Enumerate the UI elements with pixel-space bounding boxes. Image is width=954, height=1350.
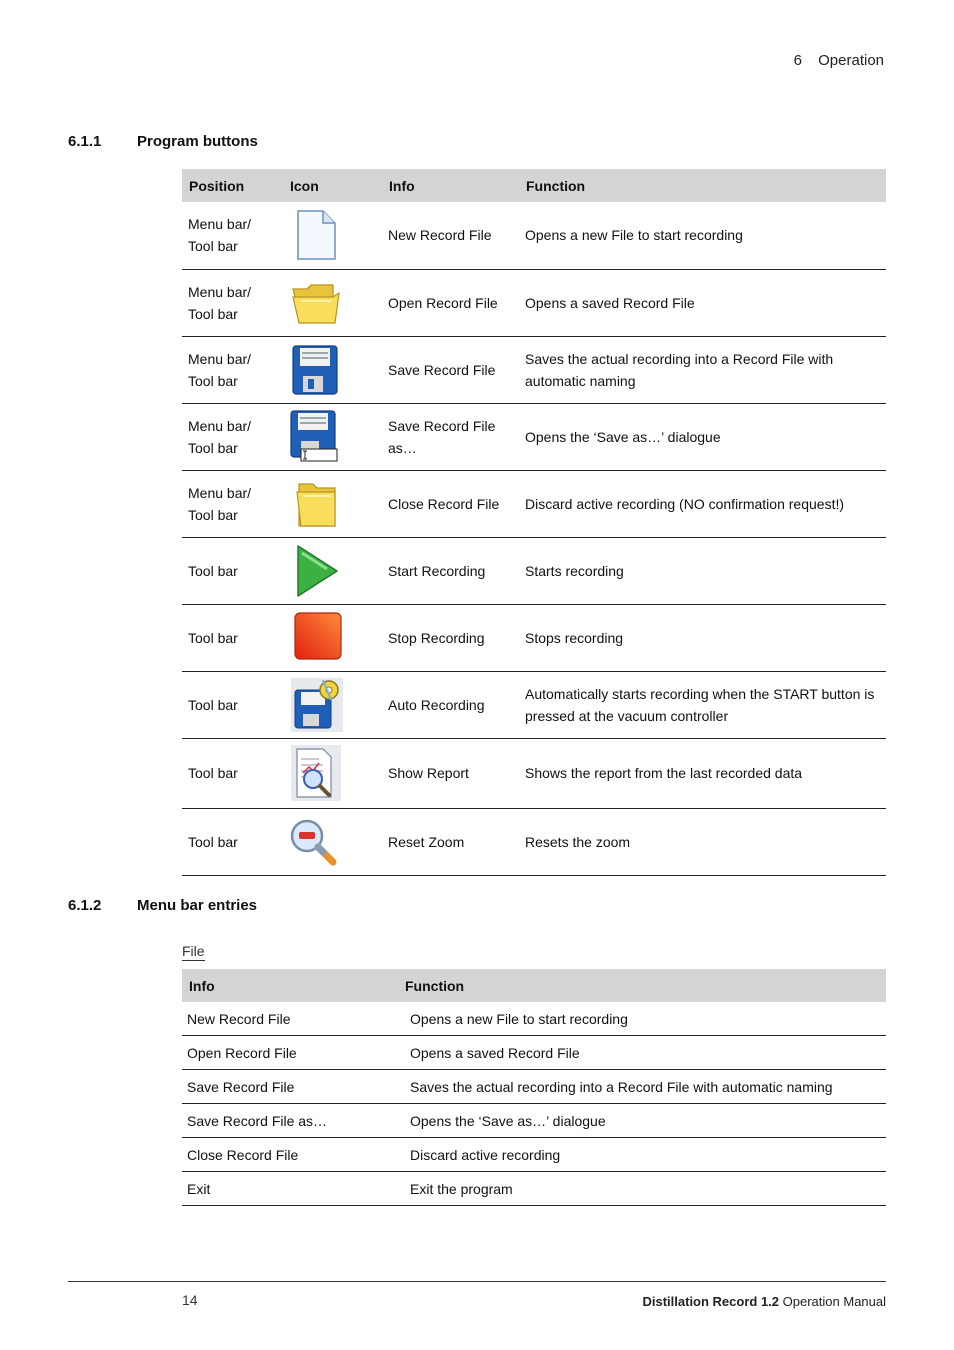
section-number: 6.1.2	[68, 897, 102, 914]
position-cell: Tool bar	[182, 671, 283, 738]
function-cell: Discard active recording (NO confirmation request!)	[519, 470, 886, 537]
function-cell: Stops recording	[519, 604, 886, 671]
info-cell: Open Record File	[382, 269, 519, 336]
icon-cell	[283, 336, 382, 403]
function-cell: Opens the ‘Save as…’ dialogue	[519, 403, 886, 470]
closed-folder-icon	[283, 476, 343, 532]
new-file-icon	[283, 207, 343, 263]
table-row	[182, 808, 886, 875]
section-heading-program-buttons	[68, 133, 468, 153]
zoom-out-icon	[283, 814, 343, 870]
icon-cell	[283, 537, 382, 604]
info-cell: Save Record File as…	[382, 403, 519, 470]
play-triangle-icon	[283, 543, 343, 599]
table-row	[182, 604, 886, 671]
function-cell: Exit the program	[398, 1172, 886, 1206]
info-cell: Start Recording	[382, 537, 519, 604]
function-cell: Saves the actual recording into a Record File with automatic naming	[398, 1070, 886, 1104]
position-cell: Menu bar/ Tool bar	[182, 336, 283, 403]
info-cell: Show Report	[382, 738, 519, 808]
info-cell: New Record File	[182, 1002, 398, 1036]
section-heading-menu-bar-entries	[68, 897, 468, 917]
icon-cell	[283, 808, 382, 875]
table-row	[182, 1036, 886, 1070]
report-magnifier-icon	[283, 743, 343, 803]
section-number: 6.1.1	[68, 133, 102, 150]
icon-cell	[283, 202, 382, 269]
function-cell: Opens a saved Record File	[519, 269, 886, 336]
function-cell: Saves the actual recording into a Record File with automatic naming	[519, 336, 886, 403]
auto-record-icon	[283, 676, 345, 734]
section-title: Program buttons	[137, 133, 258, 150]
table-row	[182, 1002, 886, 1036]
function-cell: Opens a saved Record File	[398, 1036, 886, 1070]
position-cell: Tool bar	[182, 537, 283, 604]
info-cell: Reset Zoom	[382, 808, 519, 875]
info-cell: Close Record File	[182, 1138, 398, 1172]
icon-cell	[283, 403, 382, 470]
table-row	[182, 1172, 886, 1206]
table-row	[182, 269, 886, 336]
function-cell: Automatically starts recording when the START button is pressed at the vacuum controller	[519, 671, 886, 738]
function-cell: Starts recording	[519, 537, 886, 604]
menu-bar-entries-table	[182, 969, 886, 1206]
info-cell: Exit	[182, 1172, 398, 1206]
chapter-title: Operation	[818, 52, 884, 69]
icon-cell	[283, 671, 382, 738]
info-cell: Save Record File	[382, 336, 519, 403]
position-cell: Menu bar/ Tool bar	[182, 269, 283, 336]
column-header: Position	[182, 169, 283, 202]
program-buttons-table	[182, 169, 886, 876]
info-cell: Save Record File as…	[182, 1104, 398, 1138]
table-header-row	[182, 169, 886, 202]
table-row	[182, 403, 886, 470]
position-cell: Tool bar	[182, 738, 283, 808]
table-row	[182, 336, 886, 403]
info-cell: Open Record File	[182, 1036, 398, 1070]
position-cell: Tool bar	[182, 808, 283, 875]
icon-cell	[283, 470, 382, 537]
table-header-row	[182, 969, 886, 1002]
table-row	[182, 671, 886, 738]
section-title: Menu bar entries	[137, 897, 258, 914]
footer-divider	[68, 1281, 886, 1282]
menu-label-file: File	[182, 943, 205, 959]
chapter-number: 6	[793, 52, 802, 69]
table-row	[182, 1138, 886, 1172]
info-cell: Stop Recording	[382, 604, 519, 671]
table-row	[182, 1104, 886, 1138]
icon-cell	[283, 738, 382, 808]
page-header	[794, 52, 884, 69]
function-cell: Opens a new File to start recording	[519, 202, 886, 269]
function-cell: Opens the ‘Save as…’ dialogue	[398, 1104, 886, 1138]
table-row	[182, 202, 886, 269]
function-cell: Resets the zoom	[519, 808, 886, 875]
info-cell: Save Record File	[182, 1070, 398, 1104]
column-header: Info	[182, 969, 398, 1002]
stop-square-icon	[283, 610, 343, 666]
footer-title	[642, 1294, 886, 1309]
column-header: Info	[382, 169, 519, 202]
icon-cell	[283, 604, 382, 671]
icon-cell	[283, 269, 382, 336]
function-cell: Opens a new File to start recording	[398, 1002, 886, 1036]
table-row	[182, 1070, 886, 1104]
position-cell: Menu bar/ Tool bar	[182, 470, 283, 537]
info-cell: Auto Recording	[382, 671, 519, 738]
table-row	[182, 537, 886, 604]
table-row	[182, 738, 886, 808]
floppy-disk-icon	[283, 342, 343, 398]
info-cell: New Record File	[382, 202, 519, 269]
position-cell: Tool bar	[182, 604, 283, 671]
column-header: Function	[398, 969, 886, 1002]
position-cell: Menu bar/ Tool bar	[182, 403, 283, 470]
function-cell: Discard active recording	[398, 1138, 886, 1172]
floppy-disk-save-as-icon	[283, 409, 343, 465]
column-header: Function	[519, 169, 886, 202]
table-row	[182, 470, 886, 537]
product-name: Distillation Record 1.2	[642, 1294, 780, 1309]
page-number: 14	[182, 1292, 198, 1308]
document-type: Operation Manual	[782, 1294, 886, 1309]
function-cell: Shows the report from the last recorded data	[519, 738, 886, 808]
info-cell: Close Record File	[382, 470, 519, 537]
position-cell: Menu bar/ Tool bar	[182, 202, 283, 269]
open-folder-icon	[283, 275, 343, 331]
column-header: Icon	[283, 169, 382, 202]
